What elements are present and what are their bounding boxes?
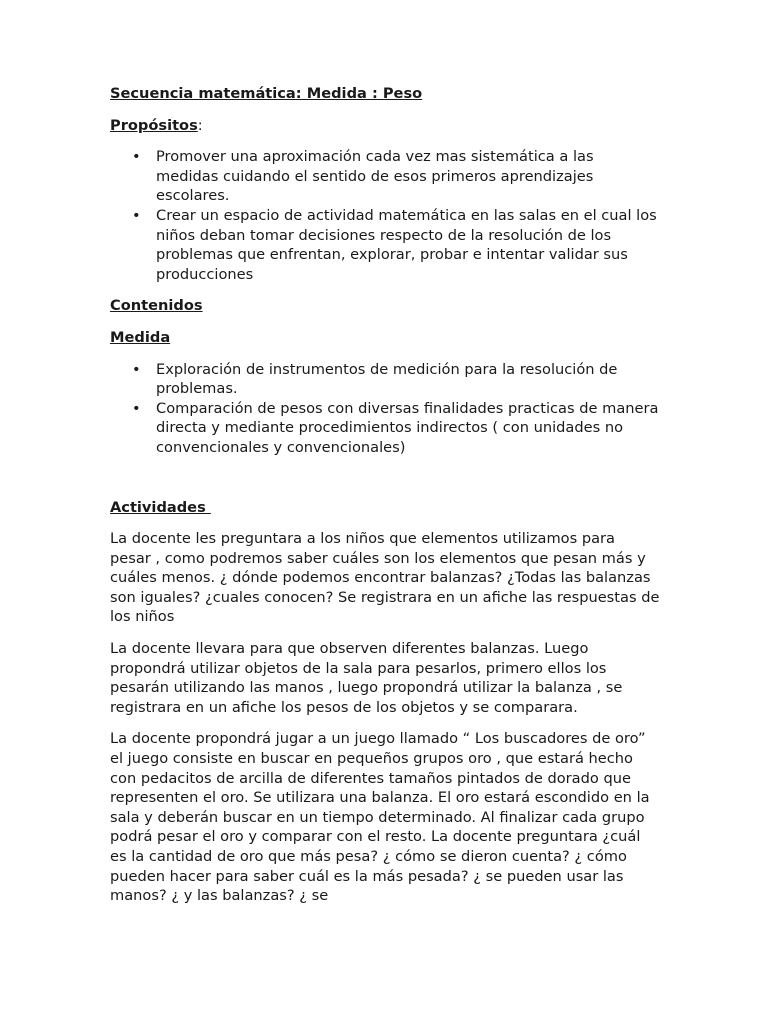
list-item	[110, 360, 660, 399]
list-item-text: Exploración de instrumentos de medición para la resolución de problemas.	[156, 360, 618, 398]
document-page	[110, 84, 660, 906]
bullet-icon: •	[132, 148, 141, 166]
list-item	[110, 147, 660, 206]
propositos-colon: :	[197, 116, 203, 134]
medida-list	[110, 360, 660, 458]
bullet-icon: •	[132, 206, 141, 224]
actividades-heading: Actividades	[110, 498, 211, 516]
paragraph: La docente llevara para que observen diferentes balanzas. Luego propondrá utilizar objetos de la sala para pesarlos, primero ellos los pesarán utilizando las manos , luego propondrá utilizar la balanza , se registrara en un afiche los pesos de los objetos y se comparara.	[110, 640, 623, 716]
list-item-text: Crear un espacio de actividad matemática en las salas en el cual los niños deban tomar decisiones respecto de la resolución de los problemas que enfrentan, explorar, probar e intentar validar sus producciones	[156, 206, 657, 283]
paragraph: La docente propondrá jugar a un juego llamado “ Los buscadores de oro” el juego consiste en buscar en pequeños grupos oro , que estará hecho con pedacitos de arcilla de diferentes tamaños pintados de dorado que representen el oro. Se utilizara una balanza. El oro estará escondido en la sala y deberán buscar en un tiempo determinado. Al finalizar cada grupo podrá pesar el oro y comparar con el resto. La docente preguntara ¿cuál es la cantidad de oro que más pesa? ¿ cómo se dieron cuenta? ¿ cómo pueden hacer para saber cuál es la más pesada? ¿ se pueden usar las manos? ¿ y las balanzas? ¿ se	[110, 730, 650, 905]
propositos-list	[110, 147, 660, 284]
list-item-text: Promover una aproximación cada vez mas sistemática a las medidas cuidando el sentido de esos primeros aprendizajes escolares.	[156, 148, 594, 205]
propositos-heading	[110, 116, 660, 136]
list-item	[110, 399, 660, 458]
list-item	[110, 206, 660, 284]
medida-heading: Medida	[110, 328, 171, 346]
bullet-icon: •	[132, 360, 141, 378]
propositos-label: Propósitos	[110, 116, 198, 134]
contenidos-heading: Contenidos	[110, 297, 203, 315]
bullet-icon: •	[132, 399, 141, 417]
list-item-text: Comparación de pesos con diversas finalidades practicas de manera directa y mediante procedimientos indirectos ( con unidades no convencionales y convencionales)	[156, 399, 659, 456]
paragraph: La docente les preguntara a los niños que elementos utilizamos para pesar , como podremos saber cuáles son los elementos que pesan más y cuáles menos. ¿ dónde podemos encontrar balanzas? ¿Todas las balanzas son iguales? ¿cuales conocen? Se registrara en un afiche las respuestas de los niños	[110, 530, 660, 626]
document-title: Secuencia matemática: Medida : Peso	[110, 85, 423, 102]
